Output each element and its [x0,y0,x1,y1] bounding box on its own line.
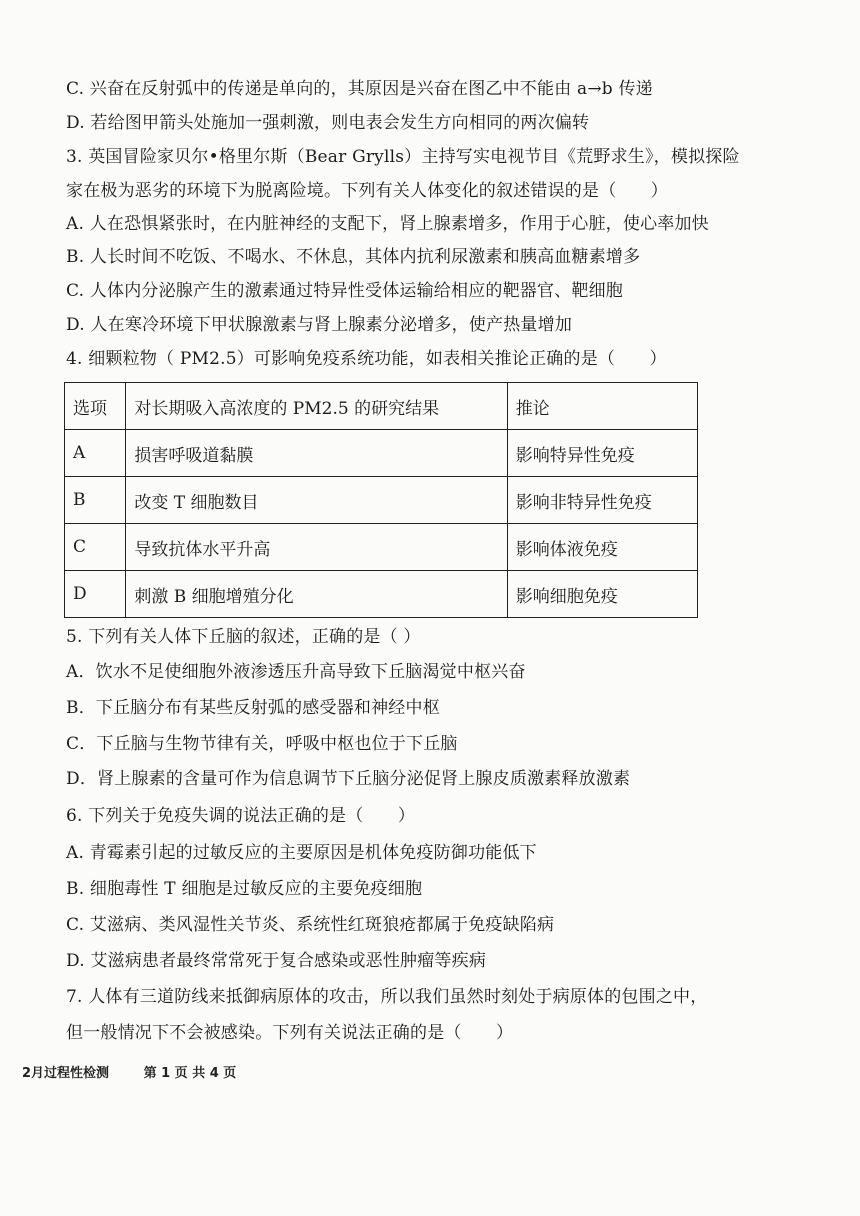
table-cell: A [65,430,126,477]
table-header-cell: 推论 [507,383,697,430]
question-7-stem-line-1: 7. 人体有三道防线来抵御病原体的攻击，所以我们虽然时刻处于病原体的包围之中， [66,987,708,1007]
question-5-option-a: A．饮水不足使细胞外液渗透压升高导致下丘脑渴觉中枢兴奋 [66,662,526,682]
question-6-option-b: B. 细胞毒性 T 细胞是过敏反应的主要免疫细胞 [66,879,423,899]
table-cell: 影响特异性免疫 [507,430,697,477]
exam-name: 2月过程性检测 [22,1066,110,1081]
question-4-stem: 4. 细颗粒物（ PM2.5）可影响免疫系统功能，如表相关推论正确的是（ ） [66,349,667,369]
table-cell: 影响细胞免疫 [507,571,697,618]
question-5-option-b: B．下丘脑分布有某些反射弧的感受器和神经中枢 [66,698,440,718]
pm25-results-table [64,382,698,618]
question-3-option-d: D. 人在寒冷环境下甲状腺激素与肾上腺素分泌增多，使产热量增加 [66,315,573,335]
question-6-option-d: D. 艾滋病患者最终常常死于复合感染或恶性肿瘤等疾病 [66,951,487,971]
question-5-option-c: C．下丘脑与生物节律有关，呼吸中枢也位于下丘脑 [66,734,458,754]
question-5-option-d: D．肾上腺素的含量可作为信息调节下丘脑分泌促肾上腺皮质激素释放激素 [66,769,631,789]
table-row [65,524,698,571]
table-cell: 导致抗体水平升高 [126,524,507,571]
page-number: 第 1 页 共 4 页 [143,1066,237,1081]
table-header-cell: 对长期吸入高浓度的 PM2.5 的研究结果 [126,383,507,430]
table-row [65,571,698,618]
question-3-option-c: C. 人体内分泌腺产生的激素通过特异性受体运输给相应的靶器官、靶细胞 [66,281,624,301]
question-2-option-d: D. 若给图甲箭头处施加一强刺激，则电表会发生方向相同的两次偏转 [66,113,590,133]
table-cell: 改变 T 细胞数目 [126,477,507,524]
table-cell: C [65,524,126,571]
question-5-stem: 5. 下列有关人体下丘脑的叙述，正确的是（ ） [66,627,421,647]
question-7-stem-line-2: 但一般情况下不会被感染。下列有关说法正确的是（ ） [66,1023,514,1043]
table-cell: 影响体液免疫 [507,524,697,571]
page-footer [22,1062,266,1081]
table-cell: 影响非特异性免疫 [507,477,697,524]
table-cell: 损害呼吸道黏膜 [126,430,507,477]
question-6-option-a: A. 青霉素引起的过敏反应的主要原因是机体免疫防御功能低下 [66,843,537,863]
table-header-cell: 选项 [65,383,126,430]
table-row [65,477,698,524]
table-cell: B [65,477,126,524]
question-6-stem: 6. 下列关于免疫失调的说法正确的是（ ） [66,806,416,826]
question-3-option-a: A. 人在恐惧紧张时，在内脏神经的支配下，肾上腺素增多，作用于心脏，使心率加快 [66,214,709,234]
table-cell: 刺激 B 细胞增殖分化 [126,571,507,618]
question-3-option-b: B. 人长时间不吃饭、不喝水、不休息，其体内抗利尿激素和胰高血糖素增多 [66,247,641,267]
table-row [65,430,698,477]
table-header-row [65,383,698,430]
question-2-option-c: C. 兴奋在反射弧中的传递是单向的，其原因是兴奋在图乙中不能由 a→b 传递 [66,79,653,99]
question-3-stem-line-2: 家在极为恶劣的环境下为脱离险境。下列有关人体变化的叙述错误的是（ ） [66,181,668,201]
question-3-stem-line-1: 3. 英国冒险家贝尔•格里尔斯（Bear Grylls）主持写实电视节目《荒野求生》，模拟探险 [66,147,740,167]
table-cell: D [65,571,126,618]
question-6-option-c: C. 艾滋病、类风湿性关节炎、系统性红斑狼疮都属于免疫缺陷病 [66,915,555,935]
